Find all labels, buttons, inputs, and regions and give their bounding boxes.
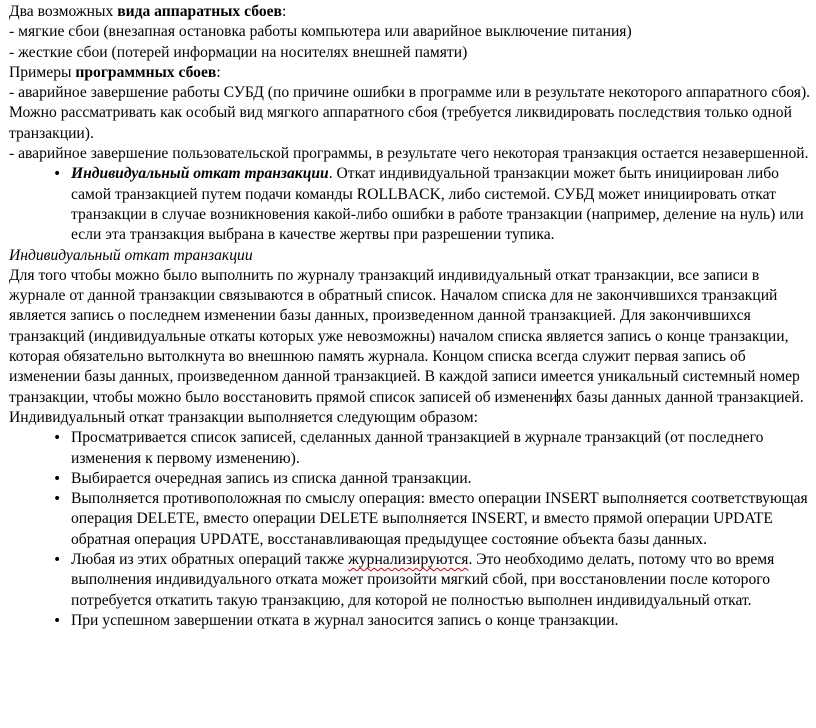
dbms-crash-line: - аварийное завершение работы СУБД (по причине ошибки в программе или в результате некоторого аппаратного сбоя). Можно рассматривать как особый вид мягкого аппаратного сбоя (требуется ликвидировать последствия только одной транзакции). xyxy=(9,84,811,142)
list-item: • Выполняется противоположная по смыслу операция: вместо операции INSERT выполняется соответствующая операция DELETE, вместо операции DELETE выполняется INSERT, и вместо прямой операции UPDATE обратная операция UPDATE, восстанавливающая предыдущее состояние объекта базы данных. xyxy=(9,489,812,550)
hardware-failures-term: вида аппаратных сбоев xyxy=(117,3,282,20)
steps-intro: Индивидуальный откат транзакции выполняется следующим образом: xyxy=(9,408,478,426)
list-item: • Любая из этих обратных операций также журнализируются. Это необходимо делать, потому что во время выполнения индивидуального отката может произойти мягкий сбой, при восстановлении после которого потребуется откатить такую транзакцию, для которой не полностью выполнен индивидуальный откат. xyxy=(9,550,812,611)
soft-failures-line: - мягкие сбои (внезапная остановка работы компьютера или аварийное выключение питания) xyxy=(9,23,632,41)
software-failures-term: программных сбоев xyxy=(75,63,217,81)
software-failures-intro: Примеры программных сбоев: xyxy=(9,63,221,81)
list-item: • При успешном завершении отката в журнал заносится запись о конце транзакции. xyxy=(9,611,812,631)
intro-text: Два возможных xyxy=(9,3,118,20)
list-item: • Индивидуальный откат транзакции. Откат индивидуальной транзакции может быть инициирован либо самой транзакцией путем подачи команды ROLLBACK, либо системой. СУБД может инициировать откат транзакции в случае возникновения какой-либо ошибки в работе транзакции (например, деление на нуль) или если эта транзакция выбрана в качестве жертвы при разрешении тупика. xyxy=(9,164,812,245)
hardware-failures-intro: Два возможных вида аппаратных сбоев: xyxy=(9,3,287,20)
list-item: • Просматривается список записей, сделанных данной транзакцией в журнале транзакций (от последнего изменения к первому изменению). xyxy=(9,428,812,469)
rollback-paragraph: Для того чтобы можно было выполнить по журналу транзакций индивидуальный откат транзакции, все записи в журнале от данной транзакции связываются в обратный список. Началом списка для не закончившихся транзакций является запись о последнем изменении базы данных, произведенном данной транзакцией. Для закончившихся транзакций (индивидуальные откаты которых уже невозможны) началом списка является запись о конце транзакции, которая обязательно вытолкнута во внешнюю память журнала. Концом списка всегда служит первая запись об изменении базы данных, произведенном данной транзакцией. В каждой записи имеется уникальный системный номер транзакции, чтобы можно было восстановить прямой список записей об изменениях базы данных данной транзакцией. xyxy=(9,266,804,406)
section-heading: Индивидуальный откат транзакции xyxy=(9,246,253,264)
user-program-crash-line: - аварийное завершение пользовательской программы, в результате чего некоторая транзакция остается незавершенной. xyxy=(9,145,809,163)
rollback-bullet-list xyxy=(9,164,812,245)
rollback-term: Индивидуальный откат транзакции xyxy=(71,165,329,183)
rollback-steps-list xyxy=(9,428,812,631)
hard-failures-line: - жесткие сбои (потерей информации на носителях внешней памяти) xyxy=(9,43,468,61)
list-item: • Выбирается очередная запись из списка данной транзакции. xyxy=(9,469,812,489)
spellcheck-flagged-word: журнализируются xyxy=(348,551,469,569)
